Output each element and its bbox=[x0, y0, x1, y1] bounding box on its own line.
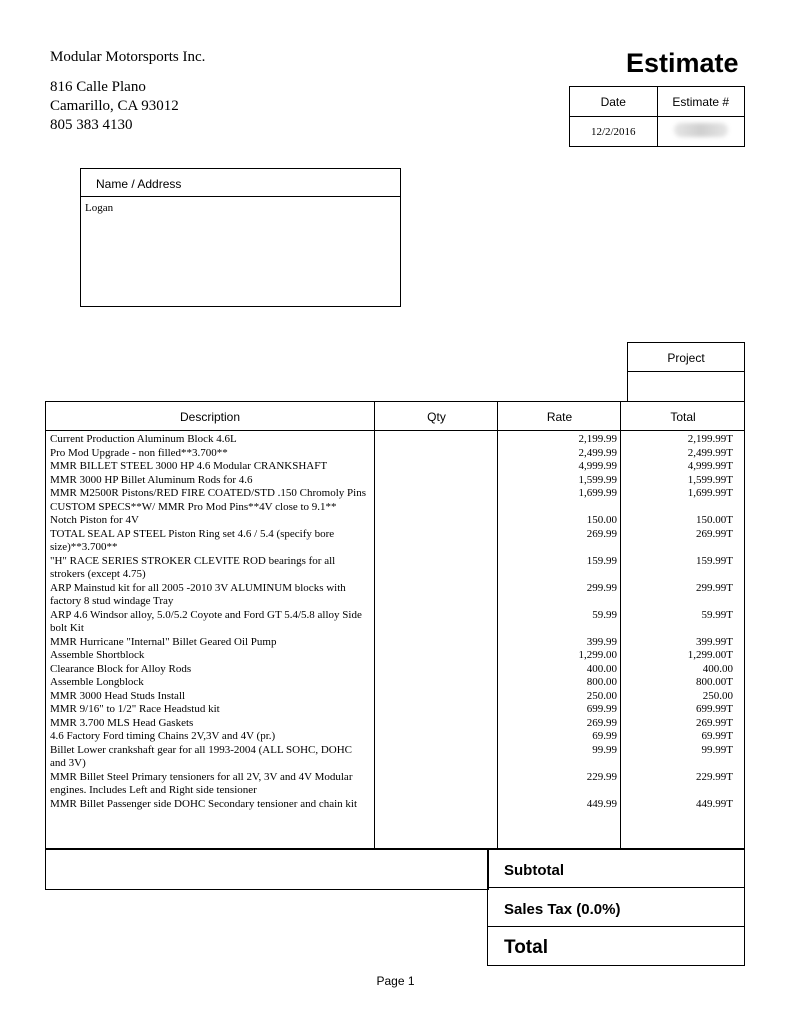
row-description: MMR BILLET STEEL 3000 HP 4.6 Modular CRANKSHAFT bbox=[50, 460, 328, 472]
totals-box bbox=[487, 848, 745, 966]
table-row bbox=[46, 514, 744, 528]
row-description: MMR 9/16" to 1/2" Race Headstud kit bbox=[50, 703, 220, 715]
company-name: Modular Motorsports Inc. bbox=[50, 49, 206, 65]
date-label: Date bbox=[570, 87, 658, 117]
table-row bbox=[46, 609, 744, 636]
row-rate: 59.99 bbox=[592, 608, 617, 621]
page-number: Page 1 bbox=[376, 974, 415, 988]
row-total: 159.99T bbox=[696, 554, 733, 567]
table-row bbox=[46, 717, 744, 731]
table-row bbox=[46, 582, 744, 609]
row-description: Notch Piston for 4V bbox=[50, 514, 139, 526]
table-row bbox=[46, 676, 744, 690]
row-description: MMR 3000 Head Studs Install bbox=[50, 689, 186, 702]
row-rate: 269.99 bbox=[586, 527, 617, 540]
row-description: Current Production Aluminum Block 4.6L bbox=[50, 433, 237, 445]
company-block bbox=[50, 48, 205, 135]
subtotal-label: Subtotal bbox=[488, 849, 744, 888]
company-phone: 805 383 4130 bbox=[50, 117, 133, 133]
estimate-number-redacted bbox=[657, 117, 745, 147]
row-total: 399.99T bbox=[696, 635, 733, 648]
table-row bbox=[46, 636, 744, 650]
table-row bbox=[46, 447, 744, 461]
row-rate: 399.99 bbox=[586, 635, 617, 648]
table-row bbox=[46, 433, 744, 447]
row-description: Assemble Longblock bbox=[50, 676, 144, 688]
row-rate: 269.99 bbox=[586, 716, 617, 729]
table-row bbox=[46, 555, 744, 582]
project-box bbox=[627, 342, 745, 402]
row-total: 699.99T bbox=[696, 703, 733, 715]
row-rate: 299.99 bbox=[586, 581, 617, 594]
estimate-date: 12/2/2016 bbox=[570, 117, 658, 147]
row-total: 299.99T bbox=[696, 581, 733, 594]
redaction-blur bbox=[674, 123, 728, 137]
name-address-box bbox=[80, 168, 401, 307]
row-total: 400.00 bbox=[702, 662, 733, 675]
table-row bbox=[46, 474, 744, 488]
table-row bbox=[46, 649, 744, 663]
row-description: Billet Lower crankshaft gear for all 1993-2004 (ALL SOHC, DOHC and 3V) bbox=[50, 743, 353, 769]
row-rate: 1,699.99 bbox=[578, 487, 617, 499]
row-total: 2,499.99T bbox=[687, 446, 733, 459]
project-header: Project bbox=[628, 343, 744, 372]
row-total: 4,999.99T bbox=[687, 460, 733, 472]
row-rate: 1,599.99 bbox=[578, 473, 617, 486]
row-rate: 699.99 bbox=[586, 703, 617, 715]
row-rate: 2,499.99 bbox=[578, 446, 617, 459]
row-total: 449.99T bbox=[696, 797, 733, 810]
row-description: MMR Hurricane "Internal" Billet Geared Oil Pump bbox=[50, 635, 277, 648]
table-row bbox=[46, 487, 744, 514]
row-description: Pro Mod Upgrade - non filled**3.700** bbox=[50, 446, 228, 459]
table-row bbox=[46, 690, 744, 704]
row-rate: 800.00 bbox=[586, 676, 617, 688]
line-items-table bbox=[45, 401, 745, 850]
company-street: 816 Calle Plano bbox=[50, 79, 146, 95]
row-description: Clearance Block for Alloy Rods bbox=[50, 662, 192, 675]
row-total: 2,199.99T bbox=[687, 433, 733, 445]
row-total: 229.99T bbox=[696, 770, 733, 783]
customer-name: Logan bbox=[85, 202, 114, 214]
row-total: 99.99T bbox=[701, 743, 733, 756]
row-rate: 4,999.99 bbox=[578, 460, 617, 472]
row-total: 269.99T bbox=[696, 716, 733, 729]
company-city: Camarillo, CA 93012 bbox=[50, 98, 179, 114]
row-rate: 99.99 bbox=[592, 743, 617, 756]
row-rate: 2,199.99 bbox=[578, 433, 617, 445]
table-row bbox=[46, 703, 744, 717]
table-row bbox=[46, 798, 744, 812]
rate-header: Rate bbox=[546, 410, 573, 424]
row-description: MMR 3.700 MLS Head Gaskets bbox=[50, 716, 194, 729]
row-description: MMR 3000 HP Billet Aluminum Rods for 4.6 bbox=[50, 473, 253, 486]
row-rate: 159.99 bbox=[586, 554, 617, 567]
table-row bbox=[46, 744, 744, 771]
row-rate: 1,299.00 bbox=[578, 649, 617, 661]
row-description: 4.6 Factory Ford timing Chains 2V,3V and 4V (pr.) bbox=[50, 730, 276, 742]
row-description: ARP 4.6 Windsor alloy, 5.0/5.2 Coyote and Ford GT 5.4/5.8 alloy Side bolt Kit bbox=[50, 608, 362, 634]
row-total: 150.00T bbox=[696, 514, 733, 526]
row-description: TOTAL SEAL AP STEEL Piston Ring set 4.6 / 5.4 (specify bore size)**3.700** bbox=[50, 527, 335, 553]
row-description: MMR Billet Steel Primary tensioners for all 2V, 3V and 4V Modular engines. Includes Left and Right side tensioner bbox=[50, 770, 353, 796]
sales-tax-label: Sales Tax (0.0%) bbox=[488, 888, 744, 927]
table-row bbox=[46, 528, 744, 555]
name-address-header: Name / Address bbox=[81, 169, 400, 197]
row-rate: 250.00 bbox=[586, 689, 617, 702]
row-rate: 449.99 bbox=[586, 797, 617, 810]
estimate-meta-table bbox=[569, 86, 745, 147]
table-row bbox=[46, 771, 744, 798]
row-total: 250.00 bbox=[702, 689, 733, 702]
row-total: 800.00T bbox=[696, 676, 733, 688]
row-total: 69.99T bbox=[701, 730, 733, 742]
document-title: Estimate bbox=[626, 48, 739, 78]
row-description: MMR M2500R Pistons/RED FIRE COATED/STD .150 Chromoly Pins CUSTOM SPECS**W/ MMR Pro Mod Pins**4V close to 9.1** bbox=[50, 487, 366, 513]
estimate-number-label: Estimate # bbox=[657, 87, 745, 117]
total-label: Total bbox=[504, 937, 548, 958]
description-header: Description bbox=[179, 410, 241, 424]
table-header bbox=[46, 402, 744, 431]
row-description: "H" RACE SERIES STROKER CLEVITE ROD bearings for all strokers (except 4.75) bbox=[50, 554, 336, 580]
row-rate: 229.99 bbox=[586, 770, 617, 783]
row-rate: 69.99 bbox=[592, 730, 617, 742]
row-total: 1,299.00T bbox=[687, 649, 733, 661]
row-description: MMR Billet Passenger side DOHC Secondary tensioner and chain kit bbox=[50, 797, 358, 810]
row-total: 269.99T bbox=[696, 527, 733, 540]
row-total: 1,699.99T bbox=[687, 487, 733, 499]
table-row bbox=[46, 663, 744, 677]
total-header: Total bbox=[670, 410, 696, 424]
row-description: Assemble Shortblock bbox=[50, 649, 145, 661]
row-rate: 150.00 bbox=[586, 514, 617, 526]
table-body bbox=[46, 433, 744, 811]
row-description: ARP Mainstud kit for all 2005 -2010 3V ALUMINUM blocks with factory 8 stud windage Tray bbox=[50, 581, 346, 607]
row-rate: 400.00 bbox=[586, 662, 617, 675]
table-row bbox=[46, 460, 744, 474]
table-row bbox=[46, 730, 744, 744]
row-total: 1,599.99T bbox=[687, 473, 733, 486]
row-total: 59.99T bbox=[701, 608, 733, 621]
notes-box bbox=[45, 848, 489, 890]
qty-header: Qty bbox=[427, 410, 446, 424]
